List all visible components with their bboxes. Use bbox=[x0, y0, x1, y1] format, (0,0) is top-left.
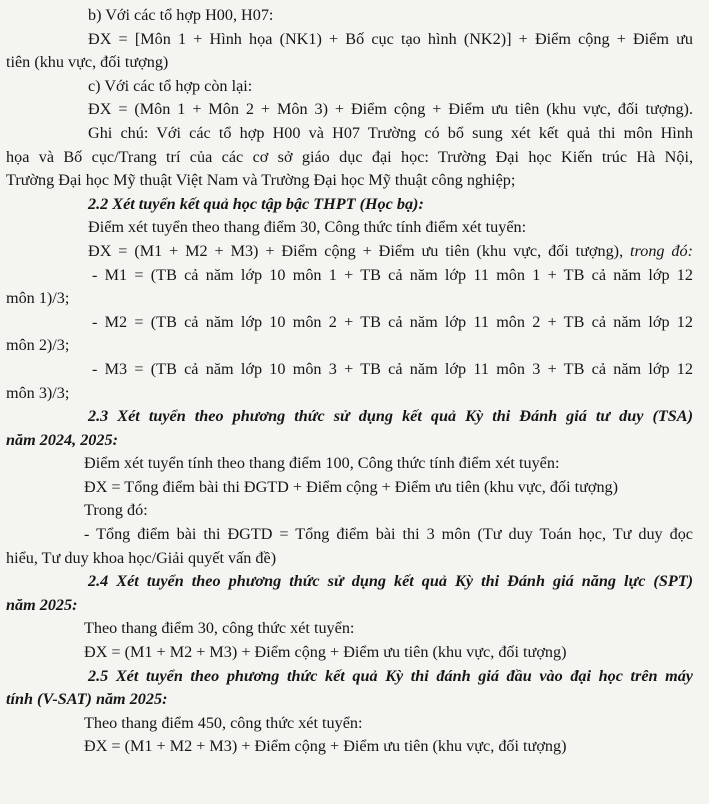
subsection-c-heading: c) Với các tổ hợp còn lại: bbox=[88, 76, 253, 95]
section-2-3-formula: ĐX = Tổng điểm bài thi ĐGTD + Điểm cộng + Điểm ưu tiên (khu vực, đối tượng) bbox=[84, 477, 619, 496]
section-2-5-heading-line1: 2.5 Xét tuyển theo phương thức kết quả Kỳ thi đánh giá đầu vào đại học trên máy bbox=[88, 666, 693, 685]
formula-where: trong đó: bbox=[630, 241, 693, 260]
m3-definition-line2: môn 3)/3; bbox=[6, 383, 70, 402]
m1-definition-line2: môn 1)/3; bbox=[6, 289, 70, 308]
section-2-4-formula: ĐX = (M1 + M2 + M3) + Điểm cộng + Điểm ưu tiên (khu vực, đối tượng) bbox=[84, 643, 567, 662]
section-2-4-heading-line1: 2.4 Xét tuyển theo phương thức sử dụng kết quả Kỳ thi Đánh giá năng lực (SPT) bbox=[88, 572, 693, 591]
m2-definition-line2: môn 2)/3; bbox=[6, 336, 70, 355]
section-2-3-where: Trong đó: bbox=[84, 501, 148, 520]
m2-definition-line1: - M2 = (TB cả năm lớp 10 môn 2 + TB cả năm lớp 11 môn 2 + TB cả năm lớp 12 bbox=[92, 312, 693, 331]
m1-definition-line1: - M1 = (TB cả năm lớp 10 môn 1 + TB cả năm lớp 11 môn 1 + TB cả năm lớp 12 bbox=[92, 265, 693, 284]
note-line3: Trường Đại học Mỹ thuật Việt Nam và Trường Đại học Mỹ thuật công nghiệp; bbox=[6, 171, 516, 190]
formula-text: ĐX = (M1 + M2 + M3) + Điểm cộng + Điểm ưu tiên (khu vực, đối tượng), bbox=[88, 241, 624, 260]
section-2-5-scale: Theo thang điểm 450, công thức xét tuyển: bbox=[84, 713, 363, 732]
subsection-b-heading: b) Với các tổ hợp H00, H07: bbox=[88, 6, 274, 24]
note-line1: Ghi chú: Với các tổ hợp H00 và H07 Trường có bổ sung xét kết quả thi môn Hình bbox=[88, 123, 693, 142]
section-2-3-detail-line2: hiểu, Tư duy khoa học/Giải quyết vấn đề) bbox=[6, 548, 277, 567]
section-2-5-formula: ĐX = (M1 + M2 + M3) + Điểm cộng + Điểm ưu tiên (khu vực, đối tượng) bbox=[84, 737, 567, 756]
section-2-2-heading: 2.2 Xét tuyển kết quả học tập bậc THPT (Học bạ): bbox=[88, 194, 424, 213]
formula-b-line1: ĐX = [Môn 1 + Hình họa (NK1) + Bố cục tạo hình (NK2)] + Điểm cộng + Điểm ưu bbox=[88, 29, 693, 48]
formula-c: ĐX = (Môn 1 + Môn 2 + Môn 3) + Điểm cộng + Điểm ưu tiên (khu vực, đối tượng). bbox=[88, 100, 693, 119]
section-2-3-heading-line2: năm 2024, 2025: bbox=[6, 430, 118, 449]
m3-definition-line1: - M3 = (TB cả năm lớp 10 môn 3 + TB cả năm lớp 11 môn 3 + TB cả năm lớp 12 bbox=[92, 359, 693, 378]
section-2-4-heading-line2: năm 2025: bbox=[6, 595, 78, 614]
section-2-2-formula bbox=[6, 240, 693, 264]
section-2-2-scale: Điểm xét tuyển theo thang điểm 30, Công thức tính điểm xét tuyển: bbox=[88, 218, 527, 237]
section-2-3-detail-line1: - Tổng điểm bài thi ĐGTD = Tổng điểm bài thi 3 môn (Tư duy Toán học, Tư duy đọc bbox=[84, 525, 693, 544]
section-2-3-heading-line1: 2.3 Xét tuyển theo phương thức sử dụng kết quả Kỳ thi Đánh giá tư duy (TSA) bbox=[88, 407, 693, 426]
note-line2: họa và Bố cục/Trang trí của các cơ sở giáo dục đại học: Trường Đại học Kiến trúc Hà Nội, bbox=[6, 147, 693, 166]
formula-b-line2: tiên (khu vực, đối tượng) bbox=[6, 53, 169, 72]
section-2-5-heading-line2: tính (V-SAT) năm 2025: bbox=[6, 690, 168, 709]
section-2-3-scale: Điểm xét tuyển tính theo thang điểm 100, Công thức tính điểm xét tuyển: bbox=[84, 454, 560, 473]
section-2-4-scale: Theo thang điểm 30, công thức xét tuyển: bbox=[84, 619, 355, 638]
